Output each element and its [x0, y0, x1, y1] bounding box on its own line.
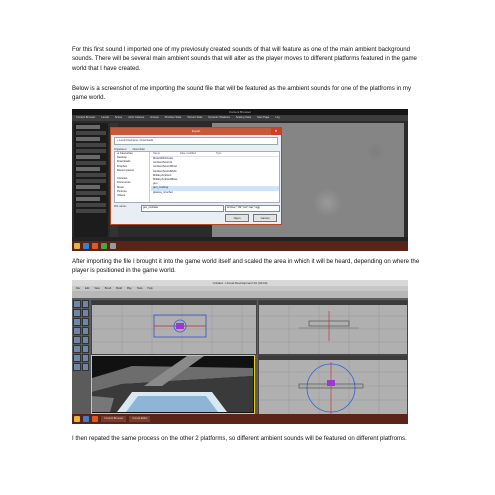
browser-tab[interactable]: Log: [275, 116, 280, 119]
tool-button[interactable]: [73, 363, 81, 371]
window-title: Content Browser: [72, 109, 408, 115]
screenshot1-caption: Below is a screenshot of me importing the sound file that will be featured as the ambient sounds for one of the platfroms in my game world.: [72, 85, 412, 102]
unreal-icon[interactable]: [110, 243, 116, 249]
closing-paragraph: I then repated the same process on the other 2 platforms, so different ambient sounds will be featured on different platfroms.: [72, 435, 407, 442]
nav-item[interactable]: Recent places: [117, 168, 135, 172]
file-list: [151, 152, 279, 202]
file-item[interactable]: AmbientSoundMulti: [153, 169, 177, 173]
address-bar[interactable]: « Local Username › Downloads: [114, 137, 278, 145]
browser-tab-bar: [72, 115, 408, 121]
nav-item[interactable]: Libraries: [117, 177, 128, 181]
perspective-viewport[interactable]: [91, 355, 255, 414]
side-view-wireframe: [259, 356, 407, 415]
app-icon[interactable]: [92, 416, 98, 422]
browser-tab[interactable]: Texture Stats: [187, 116, 203, 119]
browser-tab[interactable]: Content Browser: [76, 116, 96, 119]
column-header[interactable]: Name: [153, 152, 160, 155]
browser-tab[interactable]: Scaling Stats: [235, 116, 252, 119]
main-toolbar[interactable]: [72, 291, 408, 298]
windows-taskbar: [72, 241, 408, 251]
menu-build[interactable]: Build: [116, 287, 122, 290]
tool-button[interactable]: [82, 336, 90, 344]
package-tree[interactable]: [74, 123, 108, 237]
menu-help[interactable]: Help: [147, 287, 153, 290]
tool-button[interactable]: [82, 309, 90, 317]
column-header[interactable]: Type: [215, 152, 222, 155]
top-viewport[interactable]: [91, 300, 257, 355]
nav-item[interactable]: Documents: [117, 181, 131, 185]
menu-play[interactable]: Play: [126, 287, 132, 290]
import-dialog: [110, 127, 282, 225]
navigation-pane: [115, 152, 150, 202]
nav-item[interactable]: Music: [117, 185, 125, 189]
nav-item[interactable]: Videos: [117, 194, 126, 198]
taskbar-item[interactable]: Unreal Editor: [129, 416, 150, 422]
open-button[interactable]: Open: [225, 214, 249, 222]
tool-button[interactable]: [82, 363, 90, 371]
window-title: Untitled - Unreal Development Kit (32-bit): [72, 280, 408, 286]
app-icon[interactable]: [92, 243, 98, 249]
tool-button[interactable]: [73, 336, 81, 344]
tool-button[interactable]: [73, 318, 81, 326]
perspective-scene: [92, 356, 253, 412]
front-view-wireframe: [259, 301, 407, 354]
top-view-wireframe: [92, 301, 256, 354]
tool-button[interactable]: [82, 318, 90, 326]
tool-button[interactable]: [82, 345, 90, 353]
windows-taskbar: [72, 414, 408, 424]
front-viewport[interactable]: [258, 300, 408, 355]
tool-button[interactable]: [73, 327, 81, 335]
browser-tab[interactable]: Scene: [114, 116, 123, 119]
folder-icon[interactable]: [74, 416, 80, 422]
file-item-selected[interactable]: gun_cocking: [151, 186, 279, 190]
cancel-button[interactable]: Cancel: [253, 214, 277, 222]
tool-button[interactable]: [73, 345, 81, 353]
nav-item[interactable]: Downloads: [117, 160, 131, 164]
side-viewport[interactable]: [258, 355, 408, 416]
dialog-title: Import ✕: [111, 128, 281, 135]
menu-view[interactable]: View: [94, 287, 100, 290]
intro-paragraph: For this first sound I imported one of my previosuly created sounds of that will feature as one of the main ambient background sounds. There will be several main ambient sounds that will alter as the player moves to different platforms featured in the game world that I have created.: [72, 46, 417, 72]
menu-edit[interactable]: Edit: [85, 287, 90, 290]
close-icon[interactable]: ✕: [271, 128, 281, 135]
organise-button[interactable]: Organise ▾: [114, 148, 127, 151]
file-item[interactable]: AmbientSoundShort: [153, 165, 178, 169]
file-item[interactable]: plasma_ricochet: [153, 190, 173, 194]
tool-button[interactable]: [82, 300, 90, 308]
tool-button[interactable]: [82, 354, 90, 362]
file-item[interactable]: gun: [153, 182, 158, 186]
new-folder-button[interactable]: New folder: [132, 148, 145, 151]
browser-tab[interactable]: Dynamic Shadows: [208, 116, 230, 119]
file-item[interactable]: Music2016Junior: [153, 157, 174, 160]
menu-brush[interactable]: Brush: [104, 287, 112, 290]
column-header[interactable]: Date modified: [179, 152, 196, 155]
browser-icon[interactable]: [83, 243, 89, 249]
filename-label: File name:: [114, 205, 127, 208]
menu-tools[interactable]: Tools: [136, 287, 143, 290]
taskbar-item[interactable]: Content Browser: [101, 416, 126, 422]
file-item[interactable]: MilitaryAmbient: [153, 173, 172, 177]
browser-tab[interactable]: Start Page: [257, 116, 270, 119]
tool-button[interactable]: [73, 354, 81, 362]
browser-tab[interactable]: Actor Classes: [128, 116, 145, 119]
tool-button[interactable]: [82, 327, 90, 335]
browser-icon[interactable]: [83, 416, 89, 422]
app-icon[interactable]: [101, 243, 107, 249]
tool-button[interactable]: [73, 309, 81, 317]
content-browser-screenshot: [72, 109, 408, 251]
browser-tab[interactable]: Groups: [150, 116, 159, 119]
browser-tab[interactable]: Levels: [101, 116, 109, 119]
filetype-select[interactable]: All Files (*.t3d;*.psk;*.wav;*.ogg): [225, 205, 280, 212]
file-browser: [114, 151, 280, 203]
nav-item[interactable]: Desktop: [117, 156, 127, 160]
filename-input[interactable]: gun_cockwav: [141, 205, 224, 212]
screenshot2-caption: After importing the file I brought it into the game world itself and scaled the area in which it will be heard, depending on where the player is positioned in the game world.: [72, 258, 420, 275]
browser-tab[interactable]: Primitive Stats: [164, 116, 182, 119]
tool-palette: [73, 300, 89, 412]
file-item[interactable]: MilitaryAmbientBass: [153, 178, 178, 182]
nav-item[interactable]: Pictures: [117, 189, 127, 193]
tool-button[interactable]: [73, 300, 81, 308]
folder-icon[interactable]: [74, 243, 80, 249]
nav-item[interactable]: Dropbox: [117, 164, 128, 168]
menu-file[interactable]: File: [76, 287, 81, 290]
file-item[interactable]: AmbientSound1: [153, 161, 173, 165]
nav-item[interactable]: ★ Favourites: [117, 152, 133, 155]
unreal-editor-screenshot: [72, 280, 408, 424]
